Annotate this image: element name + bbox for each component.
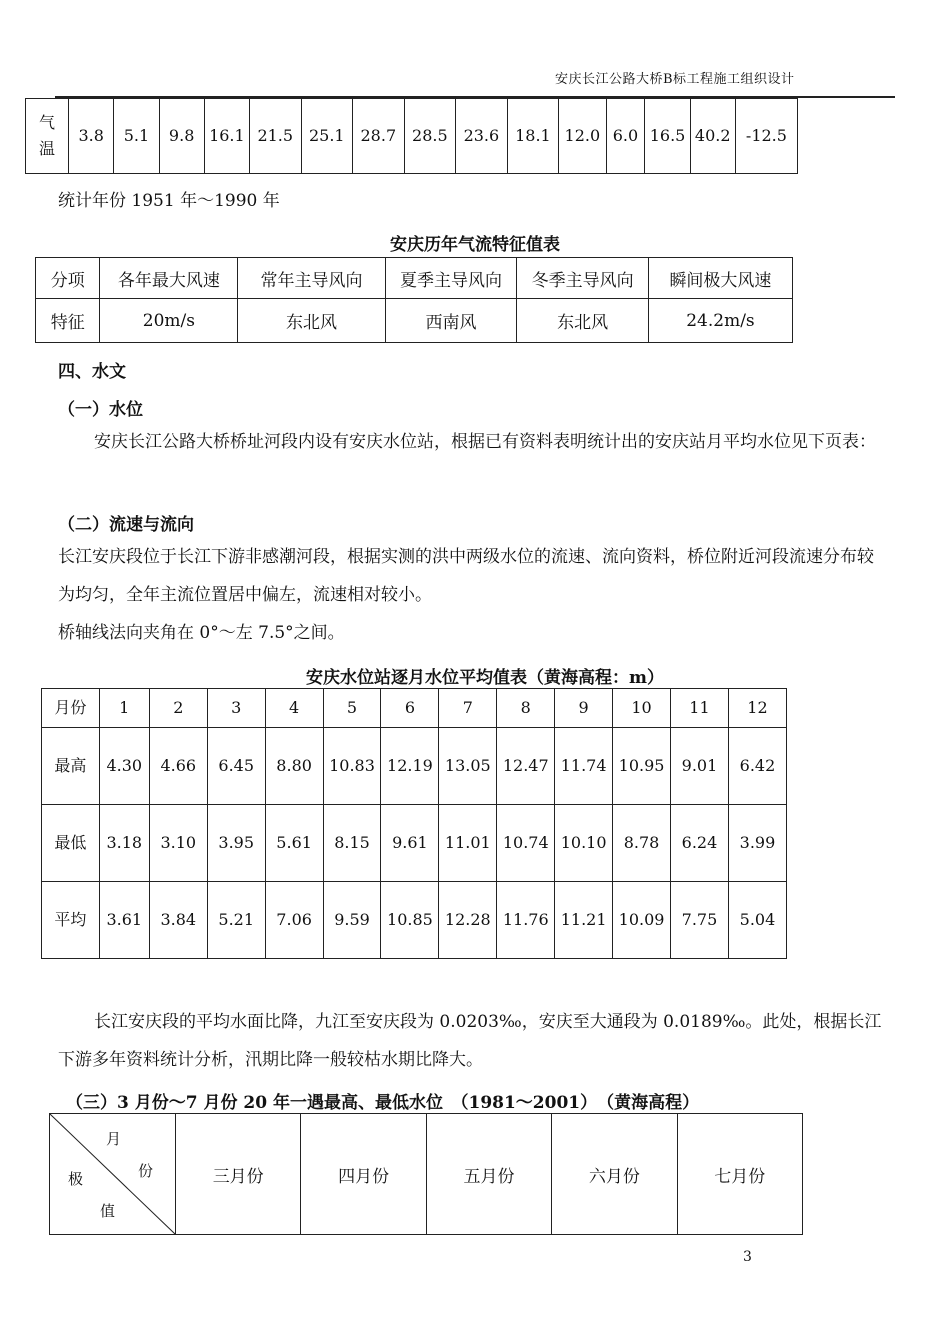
water-header-row	[42, 689, 787, 728]
water-data-row	[42, 805, 787, 882]
water-value-cell: 6.42	[728, 728, 786, 805]
water-month-header: 2	[149, 689, 207, 728]
water-value-cell: 7.75	[671, 882, 729, 959]
extreme-month-header: 四月份	[301, 1114, 426, 1235]
section-title-flow: （二）流速与流向	[58, 515, 194, 535]
water-month-header: 3	[207, 689, 265, 728]
water-value-cell: 5.21	[207, 882, 265, 959]
temperature-cell: 12.0	[559, 99, 606, 174]
temperature-cell: 23.6	[456, 99, 508, 174]
water-value-cell: 6.24	[671, 805, 729, 882]
extreme-month-header: 六月份	[552, 1114, 677, 1235]
water-month-header: 9	[555, 689, 613, 728]
water-value-cell: 6.45	[207, 728, 265, 805]
wind-header-cell: 瞬间极大风速	[648, 258, 792, 299]
temperature-cell: -12.5	[735, 99, 797, 174]
water-value-cell: 4.66	[149, 728, 207, 805]
water-month-header: 1	[99, 689, 149, 728]
extreme-month-header: 三月份	[176, 1114, 301, 1235]
temperature-cell: 28.7	[353, 99, 405, 174]
temperature-row	[26, 99, 798, 174]
water-value-cell: 3.61	[99, 882, 149, 959]
water-row-label: 平均	[42, 882, 100, 959]
water-level-paragraph: 安庆长江公路大桥桥址河段内设有安庆水位站，根据已有资料表明统计出的安庆站月平均水位见下页表：	[94, 432, 876, 452]
temperature-cell: 3.8	[69, 99, 114, 174]
water-value-cell: 7.06	[265, 882, 323, 959]
flow-paragraph: 长江安庆段位于长江下游非感潮河段，根据实测的洪中两级水位的流速、流向资料，桥位附近河段流速分布较为均匀，全年主流位置居中偏左，流速相对较小。	[58, 547, 874, 605]
temperature-cell: 16.5	[645, 99, 690, 174]
water-month-header: 4	[265, 689, 323, 728]
diagonal-header-cell	[50, 1114, 176, 1235]
water-value-cell: 9.61	[381, 805, 439, 882]
extreme-month-header: 七月份	[677, 1114, 802, 1235]
section-title-hydrology: 四、水文	[58, 362, 126, 382]
water-value-cell: 11.21	[555, 882, 613, 959]
section-title-water-level: （一）水位	[58, 400, 143, 420]
temperature-cell: 18.1	[507, 99, 559, 174]
wind-table	[35, 257, 793, 343]
water-value-cell: 10.74	[497, 805, 555, 882]
water-value-cell: 3.10	[149, 805, 207, 882]
water-value-cell: 12.19	[381, 728, 439, 805]
water-value-cell: 3.99	[728, 805, 786, 882]
water-value-cell: 9.01	[671, 728, 729, 805]
water-value-cell: 8.78	[613, 805, 671, 882]
wind-data-cell: 西南风	[385, 299, 517, 343]
water-data-row	[42, 728, 787, 805]
wind-header-cell: 常年主导风向	[238, 258, 385, 299]
water-value-cell: 5.04	[728, 882, 786, 959]
temperature-cell: 25.1	[301, 99, 353, 174]
section-title-extreme: （三）3 月份～7 月份 20 年一遇最高、最低水位 （1981～2001） （黄海高程）	[66, 1093, 700, 1113]
temperature-cell: 16.1	[204, 99, 249, 174]
wind-header-row	[36, 258, 793, 299]
slope-paragraph: 长江安庆段的平均水面比降，九江至安庆段为 0.0203‰，安庆至大通段为 0.0189‰。此处，根据长江下游多年资料统计分析，汛期比降一般较枯水期比降大。	[58, 1012, 882, 1070]
water-value-cell: 11.01	[439, 805, 497, 882]
temperature-label: 气 温	[26, 99, 69, 174]
wind-data-cell: 特征	[36, 299, 100, 343]
water-header-label: 月份	[42, 689, 100, 728]
water-value-cell: 11.74	[555, 728, 613, 805]
header-title: 安庆长江公路大桥B标工程施工组织设计	[555, 72, 795, 87]
water-value-cell: 12.28	[439, 882, 497, 959]
water-month-header: 7	[439, 689, 497, 728]
temperature-cell: 9.8	[159, 99, 204, 174]
wind-header-cell: 各年最大风速	[100, 258, 238, 299]
stat-years-text: 统计年份 1951 年～1990 年	[58, 191, 280, 211]
water-value-cell: 4.30	[99, 728, 149, 805]
water-value-cell: 3.18	[99, 805, 149, 882]
water-table-caption: 安庆水位站逐月水位平均值表（黄海高程：m）	[306, 668, 664, 688]
temperature-table	[25, 98, 798, 174]
wind-data-cell: 东北风	[517, 299, 649, 343]
water-value-cell: 10.10	[555, 805, 613, 882]
water-value-cell: 11.76	[497, 882, 555, 959]
extreme-level-table	[49, 1113, 803, 1235]
water-data-row	[42, 882, 787, 959]
water-value-cell: 5.61	[265, 805, 323, 882]
water-row-label: 最高	[42, 728, 100, 805]
water-value-cell: 10.85	[381, 882, 439, 959]
water-month-header: 6	[381, 689, 439, 728]
temperature-cell: 21.5	[249, 99, 301, 174]
water-value-cell: 10.95	[613, 728, 671, 805]
wind-table-caption: 安庆历年气流特征值表	[390, 235, 560, 255]
temperature-cell: 40.2	[690, 99, 735, 174]
bridge-axis-paragraph: 桥轴线法向夹角在 0°～左 7.5°之间。	[58, 623, 345, 643]
water-month-header: 10	[613, 689, 671, 728]
water-value-cell: 10.83	[323, 728, 381, 805]
water-value-cell: 13.05	[439, 728, 497, 805]
wind-data-cell: 20m/s	[100, 299, 238, 343]
water-value-cell: 8.15	[323, 805, 381, 882]
diag-label-zhi: 值	[100, 1202, 116, 1220]
water-value-cell: 8.80	[265, 728, 323, 805]
water-value-cell: 12.47	[497, 728, 555, 805]
diag-label-month: 月	[106, 1130, 122, 1148]
water-month-header: 5	[323, 689, 381, 728]
water-value-cell: 9.59	[323, 882, 381, 959]
wind-data-cell: 东北风	[238, 299, 385, 343]
temperature-cell: 6.0	[606, 99, 645, 174]
water-row-label: 最低	[42, 805, 100, 882]
wind-data-row	[36, 299, 793, 343]
extreme-month-header: 五月份	[426, 1114, 551, 1235]
diag-label-ji: 极	[68, 1170, 84, 1188]
water-value-cell: 3.84	[149, 882, 207, 959]
wind-header-cell: 冬季主导风向	[517, 258, 649, 299]
wind-data-cell: 24.2m/s	[648, 299, 792, 343]
temperature-cell: 28.5	[404, 99, 456, 174]
extreme-header-row	[50, 1114, 803, 1235]
water-month-header: 8	[497, 689, 555, 728]
diag-label-fen: 份	[138, 1162, 154, 1180]
water-month-header: 12	[728, 689, 786, 728]
temperature-cell: 5.1	[114, 99, 159, 174]
wind-header-cell: 夏季主导风向	[385, 258, 517, 299]
wind-header-cell: 分项	[36, 258, 100, 299]
water-level-table	[41, 688, 787, 959]
page-number: 3	[743, 1249, 752, 1265]
water-value-cell: 10.09	[613, 882, 671, 959]
water-value-cell: 3.95	[207, 805, 265, 882]
water-month-header: 11	[671, 689, 729, 728]
